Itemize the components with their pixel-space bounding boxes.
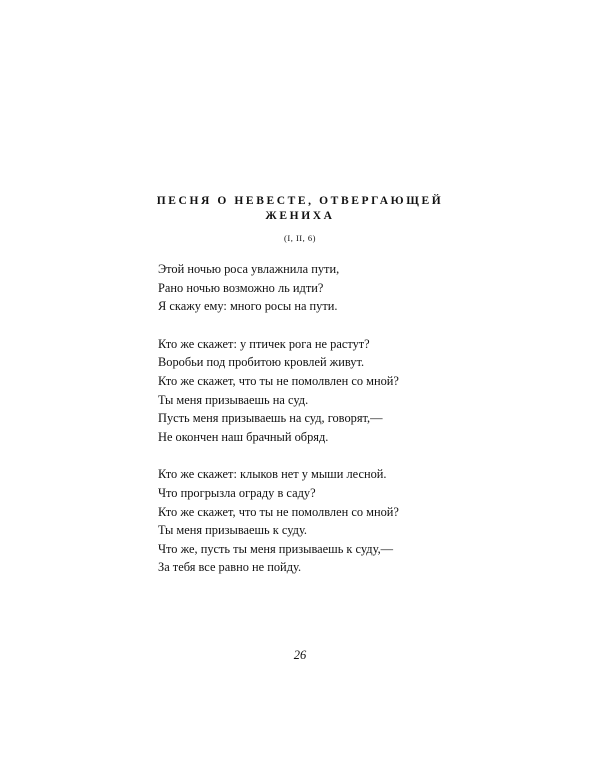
stanza-3 xyxy=(158,465,488,577)
poem-line: Что прогрызла ограду в саду? xyxy=(158,485,316,500)
poem-title-block xyxy=(100,194,500,244)
page-number: 26 xyxy=(293,648,307,662)
poem-line: Кто же скажет: у птичек рога не растут? xyxy=(158,336,370,351)
stanza-2 xyxy=(158,335,488,447)
poem-reference: (I, II, 6) xyxy=(284,233,316,243)
poem-line: Рано ночью возможно ль идти? xyxy=(158,280,324,295)
poem-line: Ты меня призываешь к суду. xyxy=(158,523,308,538)
poem-line: За тебя все равно не пойду. xyxy=(158,560,302,575)
poem-line: Ты меня призываешь на суд. xyxy=(158,392,309,407)
poem-body xyxy=(158,260,488,596)
poem-title-line-2: ЖЕНИХА xyxy=(265,210,335,222)
stanza-1 xyxy=(158,260,488,316)
poem-line: Я скажу ему: много росы на пути. xyxy=(158,299,338,314)
poem-title-line-1: ПЕСНЯ О НЕВЕСТЕ, ОТВЕРГАЮЩЕЙ xyxy=(156,195,444,207)
poem-line: Воробьи под пробитою кровлей живут. xyxy=(158,355,365,370)
poem-line: Кто же скажет, что ты не помолвлен со мной? xyxy=(158,504,399,519)
poem-line: Пусть меня призываешь на суд, говорят,— xyxy=(158,411,383,426)
poem-line: Не окончен наш брачный обряд. xyxy=(158,429,329,444)
poem-line: Что же, пусть ты меня призываешь к суду,— xyxy=(158,541,394,556)
poem-line: Кто же скажет, что ты не помолвлен со мной? xyxy=(158,373,399,388)
poem-line: Кто же скажет: клыков нет у мыши лесной. xyxy=(158,467,387,482)
poem-line: Этой ночью роса увлажнила пути, xyxy=(158,262,340,276)
